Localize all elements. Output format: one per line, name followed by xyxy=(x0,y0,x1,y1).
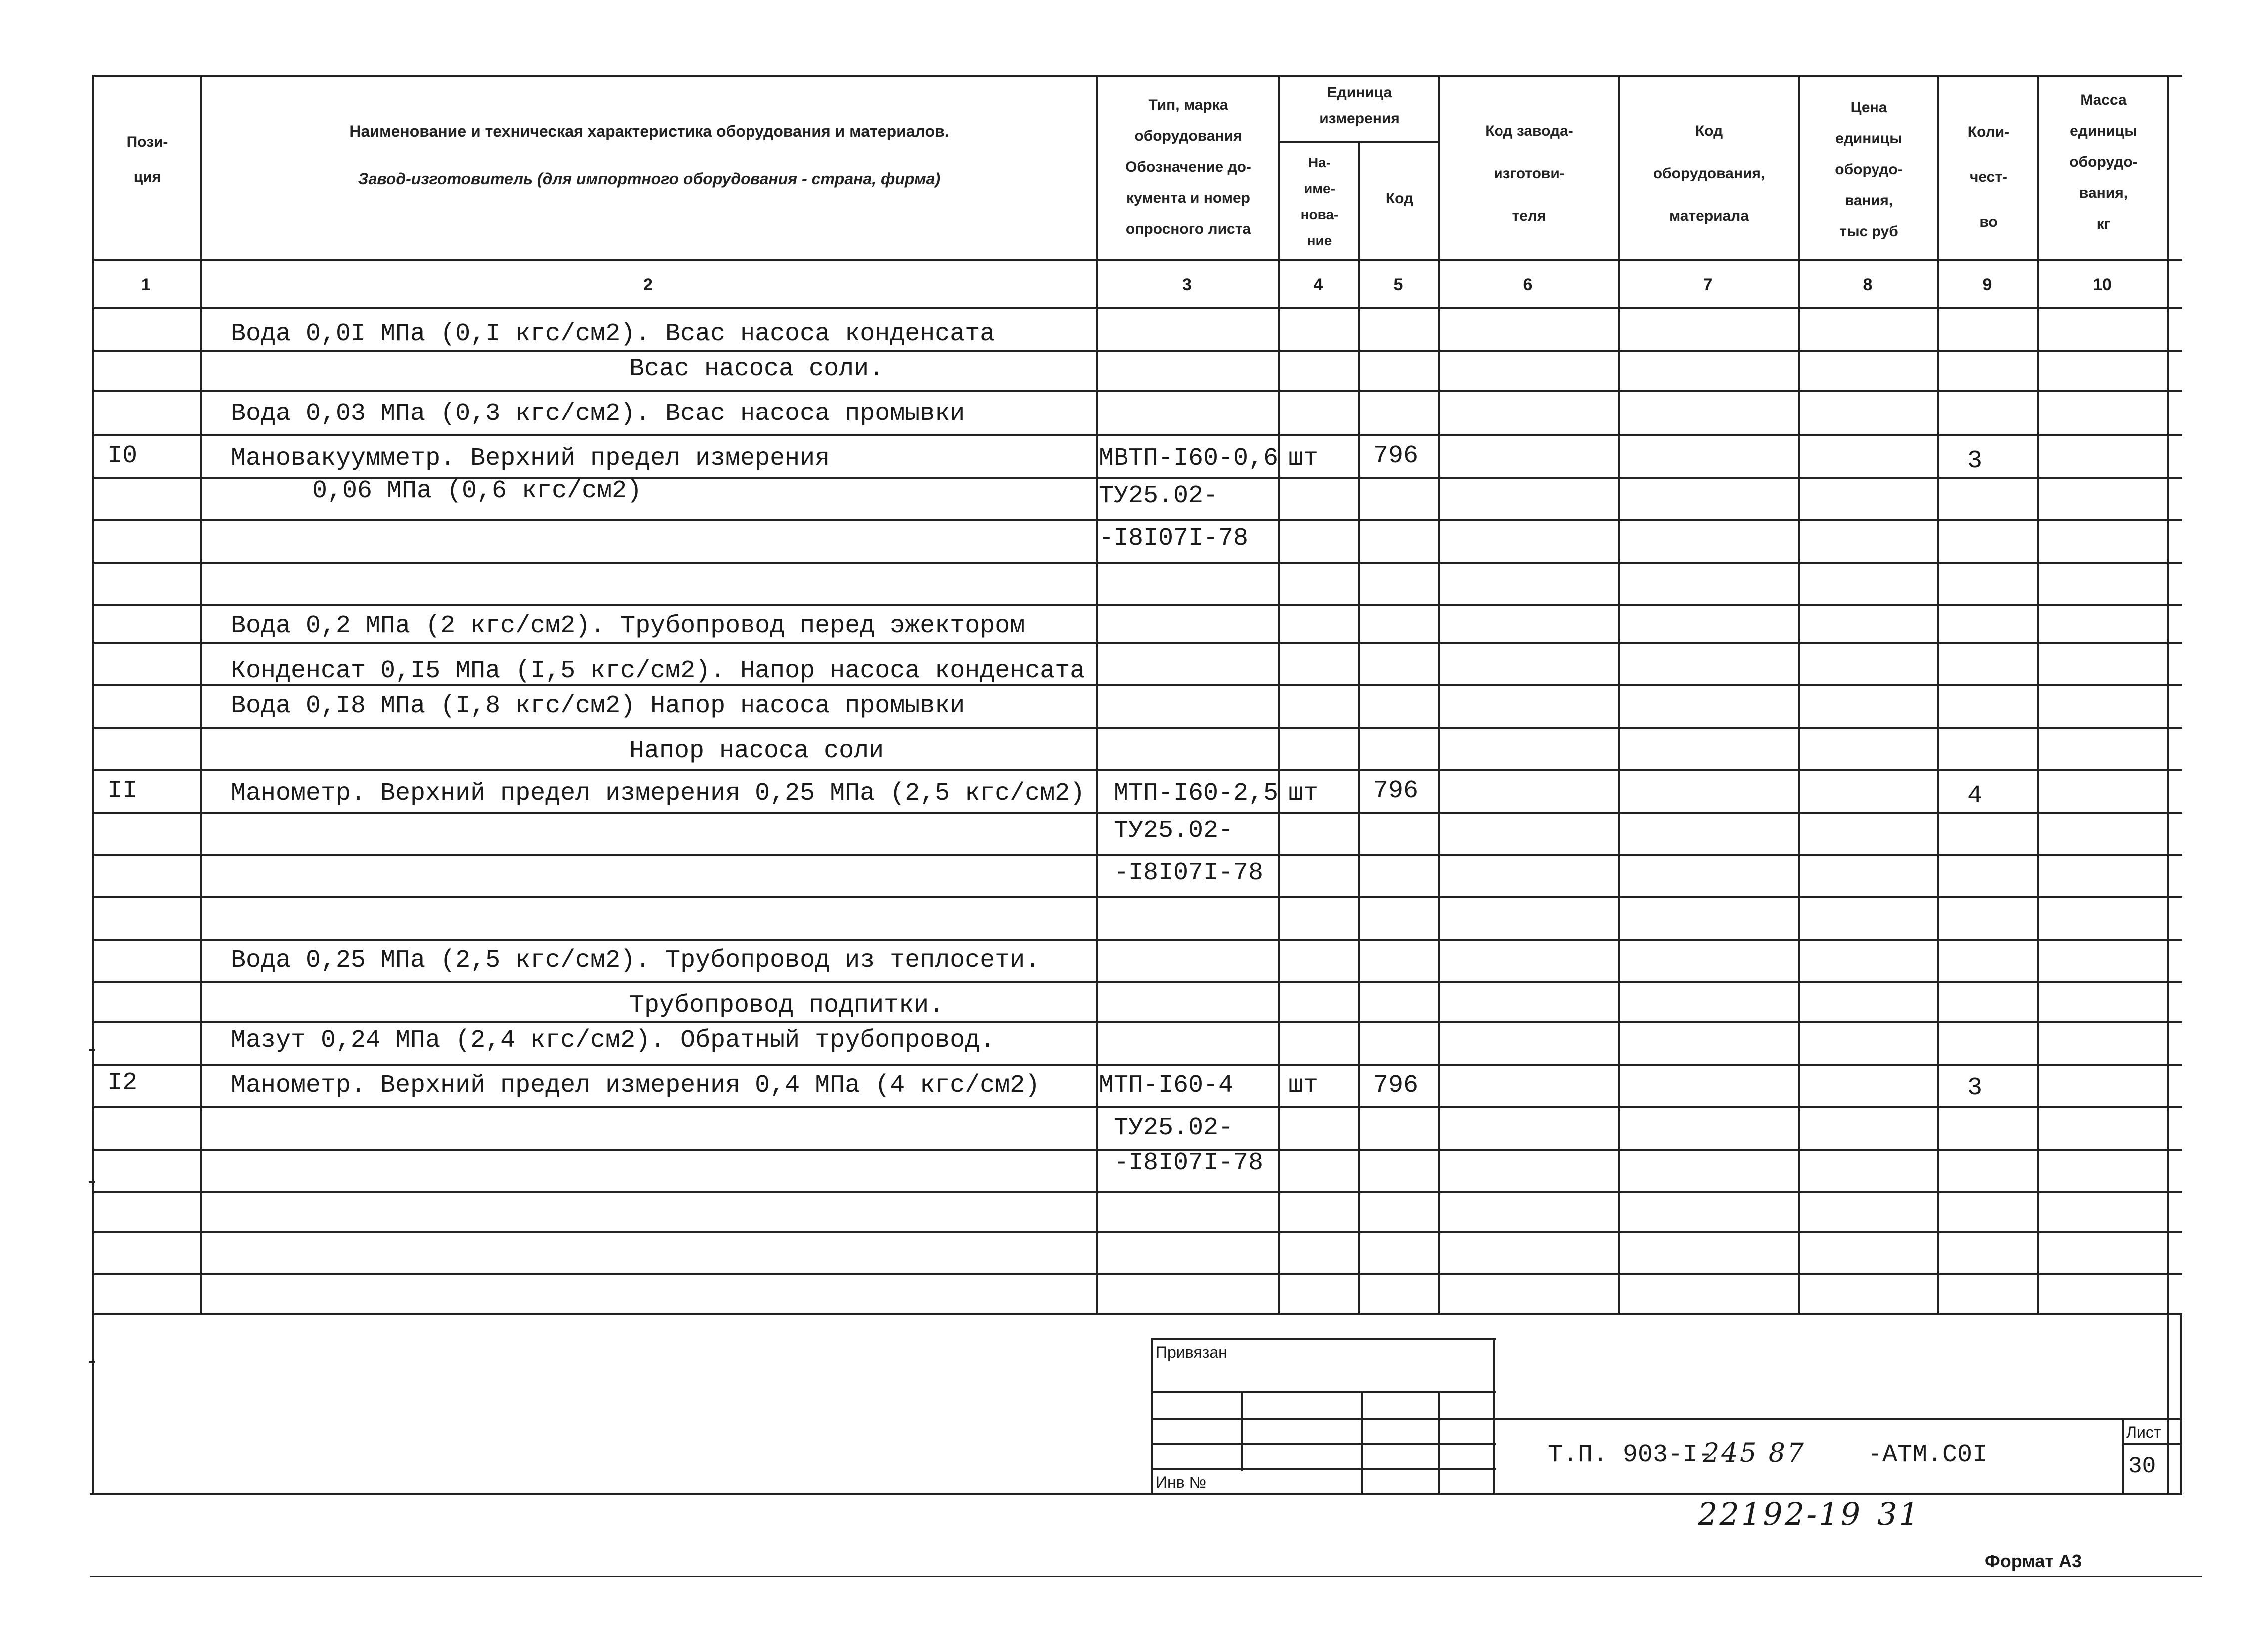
header-equipment-code: Код оборудования, материала xyxy=(1653,123,1765,224)
row-quantity: 3 xyxy=(1967,1074,1983,1102)
header-unit-code: Код xyxy=(1385,190,1414,207)
handwritten-number: 22192-19 xyxy=(1698,1496,1863,1532)
row-unit: шт xyxy=(1288,444,1319,473)
col-num-1: 1 xyxy=(141,275,151,294)
row-desc: Всас насоса соли. xyxy=(629,355,884,383)
stamp-privyazan: Привязан xyxy=(1156,1343,1227,1361)
row-position: I0 xyxy=(107,442,138,470)
row-unit-code: 796 xyxy=(1373,777,1419,805)
col-num-4: 4 xyxy=(1313,275,1323,294)
document-code-hand: 245 87 xyxy=(1703,1438,1806,1468)
row-type: ТУ25.02- xyxy=(1114,817,1234,845)
row-desc: Мановакуумметр. Верхний предел измерения xyxy=(231,444,830,473)
row-type: МВТП-I60-0,6 xyxy=(1099,444,1279,473)
bottom-rule xyxy=(90,1576,2202,1577)
col-num-6: 6 xyxy=(1523,275,1533,294)
col-num-5: 5 xyxy=(1393,275,1403,294)
row-desc: Вода 0,2 МПа (2 кгс/см2). Трубопровод перед эжектором xyxy=(231,612,1025,640)
row-unit-code: 796 xyxy=(1373,1071,1419,1100)
row-desc: Вода 0,I8 МПа (I,8 кгс/см2) Напор насоса промывки xyxy=(231,692,965,720)
col-num-10: 10 xyxy=(2093,275,2112,294)
document-code-right: -АТМ.С0I xyxy=(1868,1441,1988,1469)
col-num-9: 9 xyxy=(1982,275,1992,294)
row-unit: шт xyxy=(1288,1071,1319,1100)
row-type: ТУ25.02- xyxy=(1114,1114,1234,1142)
header-unit-name: На- име- нова- ние xyxy=(1300,155,1339,248)
handwritten-page: 31 xyxy=(1877,1496,1921,1532)
sheet-label: Лист xyxy=(2126,1423,2161,1441)
row-desc: Напор насоса соли xyxy=(629,737,884,765)
row-position: I2 xyxy=(107,1069,138,1097)
margin-tick xyxy=(89,1049,95,1051)
document-code-left: Т.П. 903-I- xyxy=(1548,1441,1713,1469)
margin-tick xyxy=(89,1361,95,1363)
col-num-2: 2 xyxy=(643,275,653,294)
row-desc: Вода 0,25 МПа (2,5 кгс/см2). Трубопровод из теплосети. xyxy=(231,946,1040,975)
sheet-number: 30 xyxy=(2128,1453,2156,1479)
row-desc: Мазут 0,24 МПа (2,4 кгс/см2). Обратный трубопровод. xyxy=(231,1026,995,1055)
header-quantity: Коли- чест- во xyxy=(1967,124,2010,230)
row-desc: Вода 0,0I МПа (0,I кгс/см2). Всас насоса конденсата xyxy=(231,320,995,348)
header-position: Пози- ция xyxy=(126,134,168,185)
margin-tick xyxy=(89,1181,95,1183)
header-mass: Масса единицы оборудо- вания, кг xyxy=(2069,92,2138,232)
row-quantity: 4 xyxy=(1967,782,1983,810)
header-unit: Единица измерения xyxy=(1319,84,1400,127)
header-name-line2: Завод-изготовитель (для импортного оборудования - страна, фирма) xyxy=(358,170,941,188)
header-price: Цена единицы оборудо- вания, тыс руб xyxy=(1835,99,1903,240)
row-desc: Манометр. Верхний предел измерения 0,25 МПа (2,5 кгс/см2) xyxy=(231,779,1085,808)
format-label: Формат А3 xyxy=(1985,1551,2082,1571)
row-type: -I8I07I-78 xyxy=(1099,524,1249,553)
row-desc: Манометр. Верхний предел измерения 0,4 МПа (4 кгс/см2) xyxy=(231,1071,1040,1100)
col-num-7: 7 xyxy=(1703,275,1713,294)
row-type: ТУ25.02- xyxy=(1099,482,1219,510)
header-name-line1: Наименование и техническая характеристика оборудования и материалов. xyxy=(349,122,949,140)
row-desc: Трубопровод подпитки. xyxy=(629,991,944,1020)
stamp-inv-no: Инв № xyxy=(1156,1473,1206,1491)
row-desc: Вода 0,03 МПа (0,3 кгс/см2). Всас насоса промывки xyxy=(231,400,965,428)
row-quantity: 3 xyxy=(1967,447,1983,475)
row-unit: шт xyxy=(1288,779,1319,808)
row-desc: 0,06 МПа (0,6 кгс/см2) xyxy=(312,477,642,505)
row-type: -I8I07I-78 xyxy=(1114,1149,1264,1177)
col-num-3: 3 xyxy=(1182,275,1192,294)
row-type: -I8I07I-78 xyxy=(1114,859,1264,887)
row-type: МТП-I60-2,5 xyxy=(1114,779,1279,808)
col-num-8: 8 xyxy=(1863,275,1873,294)
header-type: Тип, марка оборудования Обозначение до- кумента и номер опросного листа xyxy=(1126,97,1251,237)
header-factory-code: Код завода- изготови- теля xyxy=(1485,123,1573,224)
row-unit-code: 796 xyxy=(1373,442,1419,470)
row-position: II xyxy=(107,777,138,805)
row-type: МТП-I60-4 xyxy=(1099,1071,1234,1100)
row-desc: Конденсат 0,I5 МПа (I,5 кгс/см2). Напор насоса конденсата xyxy=(231,657,1085,685)
